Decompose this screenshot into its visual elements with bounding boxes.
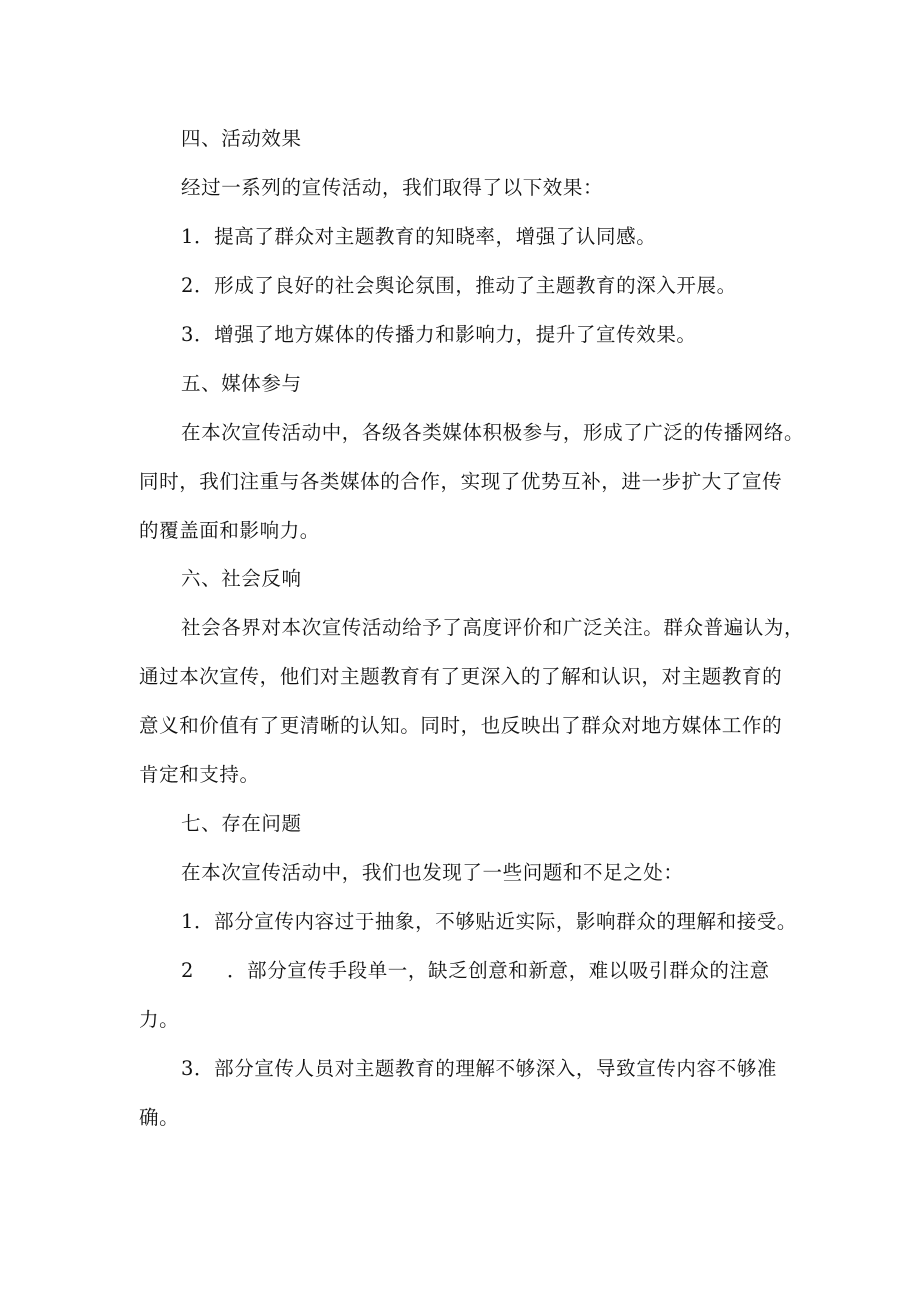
list-item [181, 910, 797, 934]
section-heading-5: 五、媒体参与 [181, 372, 302, 395]
paragraph-line: 社会各界对本次宣传活动给予了高度评价和广泛关注。群众普遍认为， [181, 616, 805, 639]
paragraph-line: 在本次宣传活动中，各级各类媒体积极参与，形成了广泛的传播网络。 [181, 421, 805, 444]
list-item-text: ．提高了群众对主题教育的知晓率，增强了认同感。 [194, 225, 657, 248]
list-item [181, 274, 737, 298]
section-7-intro: 在本次宣传活动中，我们也发现了一些问题和不足之处： [181, 861, 684, 884]
section-heading-4: 四、活动效果 [181, 127, 302, 150]
paragraph-line: 肯定和支持。 [139, 763, 260, 786]
list-item-number: 1 [181, 225, 195, 248]
section-heading-7: 七、存在问题 [181, 812, 302, 835]
list-item-text: ．部分宣传内容过于抽象，不够贴近实际，影响群众的理解和接受。 [194, 910, 798, 933]
list-item [181, 959, 770, 983]
list-item [181, 225, 656, 249]
list-item-number: 3 [181, 323, 195, 346]
paragraph-line: 意义和价值有了更清晰的认知。同时，也反映出了群众对地方媒体工作的 [139, 714, 783, 737]
paragraph-line: 同时，我们注重与各类媒体的合作，实现了优势互补，进一步扩大了宣传 [139, 470, 783, 493]
paragraph-line: 的覆盖面和影响力。 [139, 519, 320, 542]
list-item-text: ．部分宣传手段单一，缺乏创意和新意，难以吸引群众的注意 [227, 959, 770, 982]
list-item-number: 2 [181, 959, 195, 982]
list-item-number: 1 [181, 910, 195, 933]
list-item-text: ．形成了良好的社会舆论氛围，推动了主题教育的深入开展。 [194, 274, 737, 297]
list-item-number: 2 [181, 274, 195, 297]
list-item-text: ．增强了地方媒体的传播力和影响力，提升了宣传效果。 [194, 323, 697, 346]
list-item [181, 1057, 777, 1081]
list-item-number: 3 [181, 1057, 195, 1080]
list-item-continuation: 确。 [139, 1106, 180, 1129]
paragraph-line: 通过本次宣传，他们对主题教育有了更深入的了解和认识，对主题教育的 [139, 665, 783, 688]
list-item-continuation: 力。 [139, 1008, 180, 1031]
section-heading-6: 六、社会反响 [181, 567, 302, 590]
list-item [181, 323, 697, 347]
section-4-intro: 经过一系列的宣传活动，我们取得了以下效果： [181, 176, 604, 199]
list-item-text: ．部分宣传人员对主题教育的理解不够深入，导致宣传内容不够准 [194, 1057, 777, 1080]
